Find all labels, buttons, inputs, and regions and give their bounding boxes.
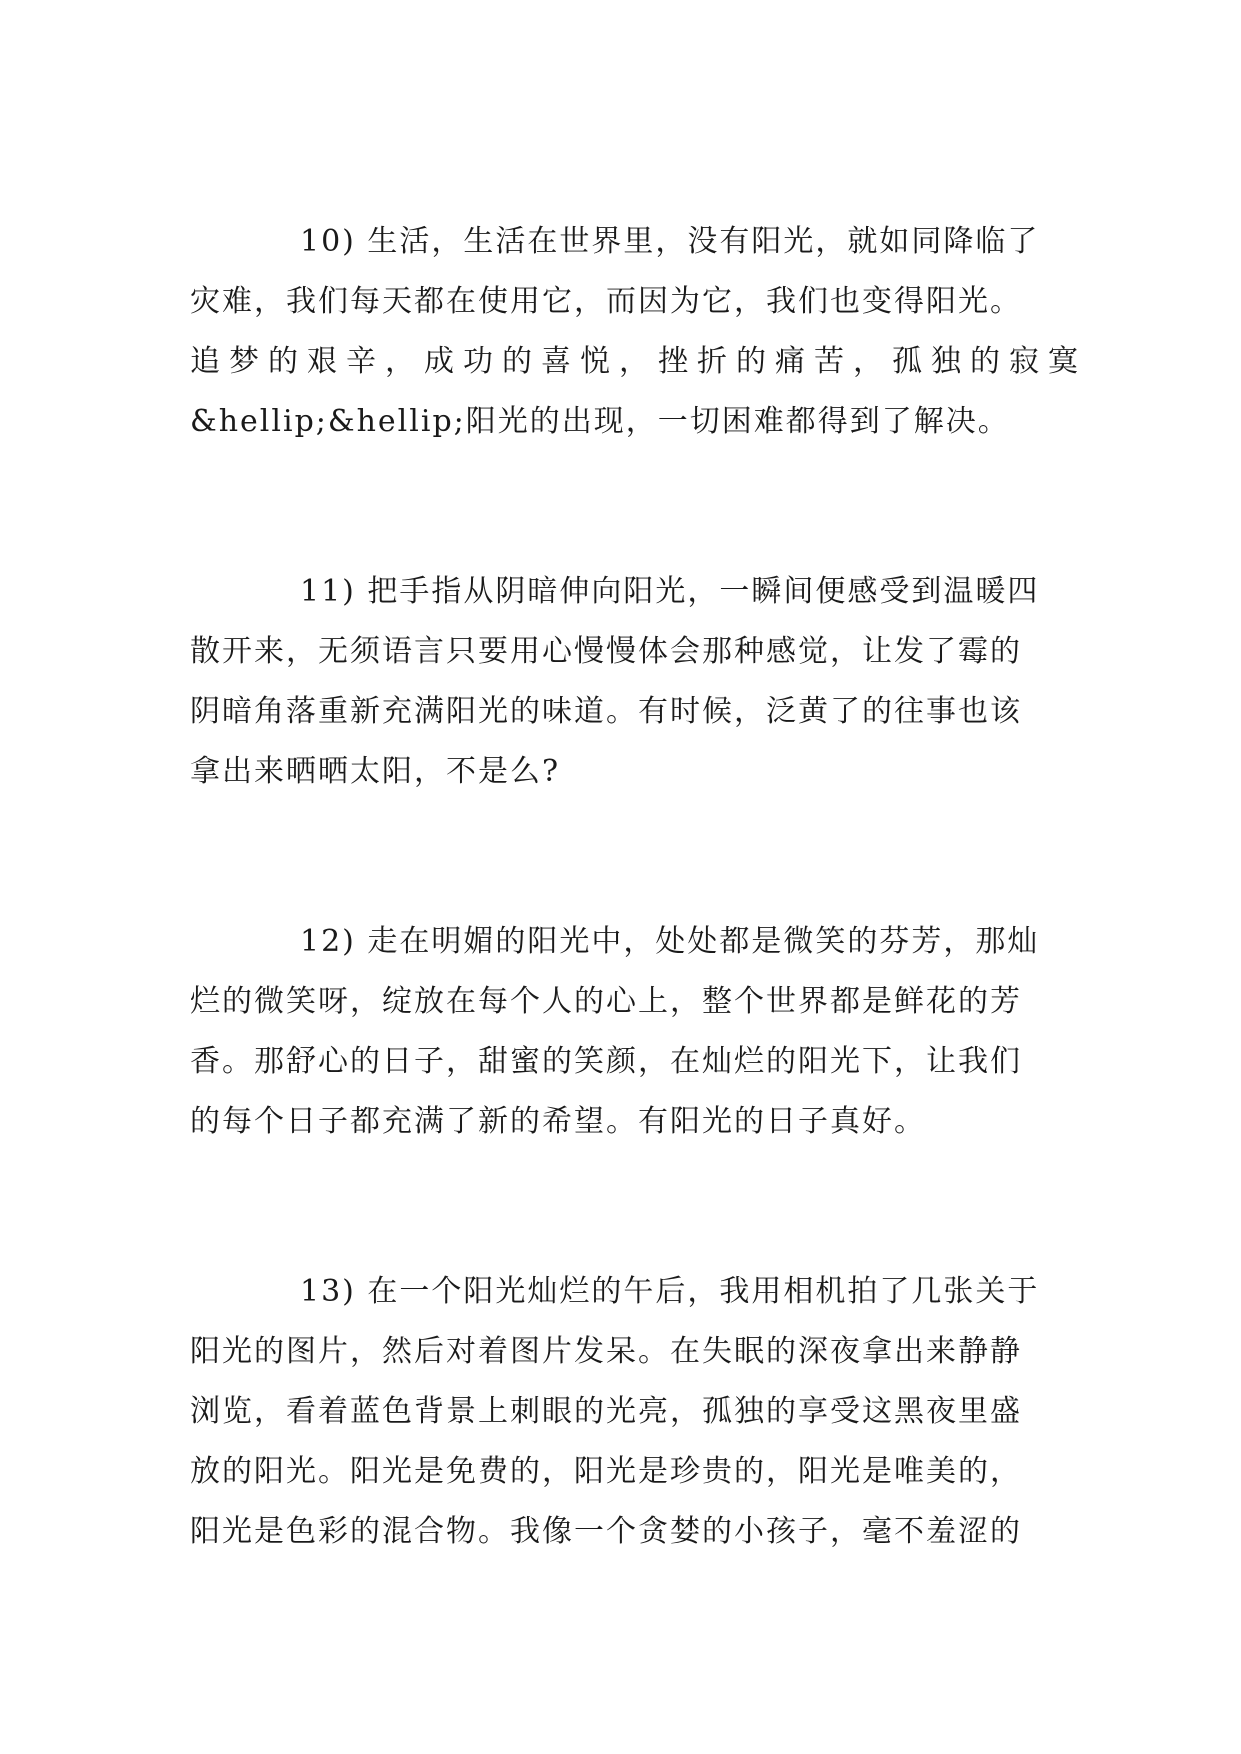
paragraph-13 (190, 1262, 1050, 1562)
paragraph-line: 散开来，无须语言只要用心慢慢体会那种感觉，让发了霉的 (190, 634, 1022, 669)
paragraph-line: 11) 把手指从阴暗伸向阳光，一瞬间便感受到温暖四 (300, 574, 1040, 609)
paragraph-11 (190, 562, 1050, 802)
paragraph-line: 追梦的艰辛，成功的喜悦，挫折的痛苦，孤独的寂寞 (190, 344, 1087, 379)
paragraph-line: 阴暗角落重新充满阳光的味道。有时候，泛黄了的往事也该 (190, 694, 1022, 729)
paragraph-line: 13) 在一个阳光灿烂的午后，我用相机拍了几张关于 (300, 1274, 1040, 1309)
paragraph-12 (190, 912, 1050, 1152)
paragraph-line: 灾难，我们每天都在使用它，而因为它，我们也变得阳光。 (190, 284, 1022, 319)
paragraph-line: &hellip;&hellip;阳光的出现，一切困难都得到了解决。 (190, 404, 1010, 439)
paragraph-line: 拿出来晒晒太阳，不是么? (190, 754, 561, 789)
paragraph-line: 12) 走在明媚的阳光中，处处都是微笑的芬芳，那灿 (300, 924, 1040, 959)
paragraph-10 (190, 212, 1087, 452)
paragraph-line: 的每个日子都充满了新的希望。有阳光的日子真好。 (190, 1104, 926, 1139)
paragraph-line: 烂的微笑呀，绽放在每个人的心上，整个世界都是鲜花的芳 (190, 984, 1022, 1019)
paragraph-line: 阳光是色彩的混合物。我像一个贪婪的小孩子，毫不羞涩的 (190, 1514, 1022, 1549)
paragraph-line: 香。那舒心的日子，甜蜜的笑颜，在灿烂的阳光下，让我们 (190, 1044, 1022, 1079)
paragraph-line: 放的阳光。阳光是免费的，阳光是珍贵的，阳光是唯美的， (190, 1454, 1022, 1489)
paragraph-line: 10) 生活，生活在世界里，没有阳光，就如同降临了 (300, 224, 1040, 259)
paragraph-line: 阳光的图片，然后对着图片发呆。在失眠的深夜拿出来静静 (190, 1334, 1022, 1369)
paragraph-line: 浏览，看着蓝色背景上刺眼的光亮，孤独的享受这黑夜里盛 (190, 1394, 1022, 1429)
